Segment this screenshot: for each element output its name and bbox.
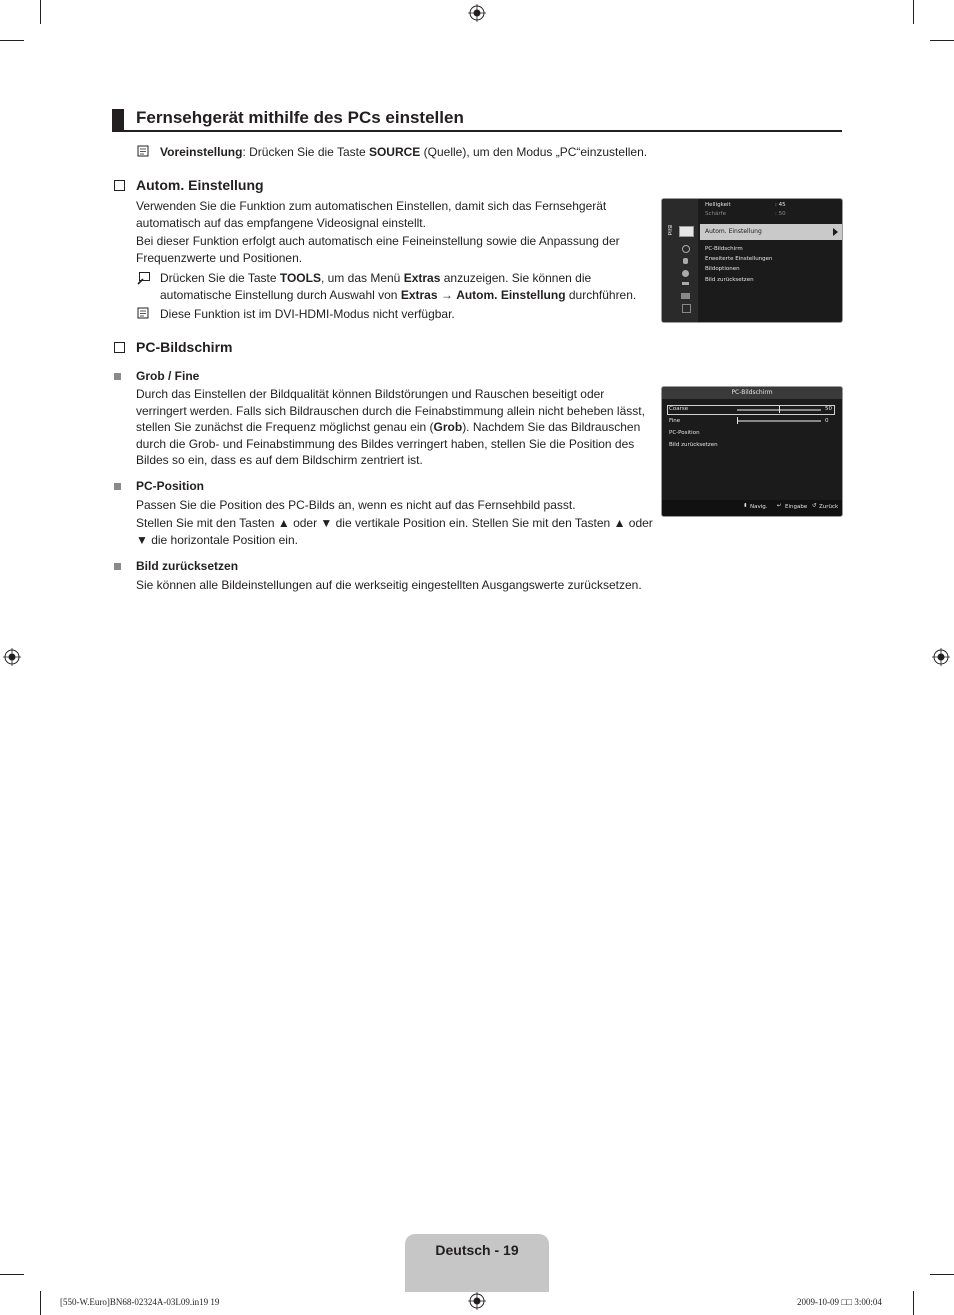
registration-mark-icon (468, 4, 486, 22)
osd-picture-menu (661, 198, 843, 323)
picture-icon (679, 226, 694, 237)
tools-icon (137, 272, 150, 285)
square-bullet-icon (114, 373, 121, 380)
osd-menu-item[interactable]: PC-Bildschirm (705, 246, 743, 252)
crop-mark (40, 0, 41, 24)
coarse-slider-handle[interactable] (779, 406, 780, 413)
osd-navig-label: Navig. (750, 504, 768, 510)
autom-paragraph-1: Verwenden Sie die Funktion zum automatischen Einstellen, damit sich das Fernsehgerät automatisch auf das empfangene Videosignal einstellt. (136, 199, 607, 230)
reset-heading: Bild zurücksetzen (136, 559, 239, 573)
fine-label: Fine (669, 418, 681, 424)
dvi-note: Diese Funktion ist im DVI-HDMI-Modus nicht verfügbar. (160, 307, 455, 321)
section-heading-pc: PC-Bildschirm (136, 339, 233, 355)
osd-menu-item[interactable]: Erweiterte Einstellungen (705, 256, 773, 262)
note-icon (137, 145, 149, 157)
registration-mark-icon (3, 648, 21, 666)
crop-mark (913, 1291, 914, 1315)
reset-paragraph: Sie können alle Bildeinstellungen auf die werkseitig eingestellten Ausgangswerte zurücksetzen. (136, 578, 642, 592)
pcpos-line-1: Passen Sie die Position des PC-Bilds an, wenn es nicht auf das Fernsehbild passt. (136, 498, 576, 512)
osd-row-value: : 45 (775, 202, 786, 208)
navigate-icon: ⬍ (743, 503, 748, 509)
page-title: Fernsehgerät mithilfe des PCs einstellen (136, 108, 464, 127)
crop-mark (40, 1291, 41, 1315)
print-slug-right: 2009-10-09 □□ 3:00:04 (797, 1297, 882, 1307)
tools-note: Drücken Sie die Taste TOOLS, um das Menü Extras anzuzeigen. Sie können die automatische Einstellung durch Auswahl von Extras → Autom. Einstellung durchführen. (160, 271, 637, 302)
square-bullet-icon (114, 563, 121, 570)
osd-title: PC-Bildschirm (731, 389, 773, 396)
page-number: Deutsch - 19 (435, 1242, 519, 1258)
osd-row-label: Helligkeit (705, 202, 731, 208)
crop-mark (0, 40, 24, 41)
enter-icon: ↵ (777, 503, 782, 509)
fine-slider-handle[interactable] (737, 417, 738, 424)
title-underline (112, 130, 842, 132)
osd-pc-screen (661, 386, 843, 517)
osd-highlight-label: Autom. Einstellung (705, 228, 762, 235)
sound-icon (682, 245, 690, 253)
crop-mark (930, 1274, 954, 1275)
square-bullet-icon (114, 483, 121, 490)
setup-gear-icon (682, 270, 689, 277)
fine-value: 0 (825, 418, 829, 424)
crop-mark (0, 1274, 24, 1275)
coarse-label: Coarse (669, 406, 689, 412)
return-icon: ↺ (812, 503, 817, 509)
osd-row-label: Schärfe (705, 211, 726, 217)
osd-menu-item[interactable]: Bildoptionen (705, 266, 740, 272)
crop-mark (913, 0, 914, 24)
registration-mark-icon (468, 1292, 486, 1310)
note-icon (137, 307, 149, 319)
crop-mark (930, 40, 954, 41)
osd-menu-item[interactable]: Bild zurücksetzen (669, 442, 718, 448)
registration-mark-icon (932, 648, 950, 666)
fine-slider-track[interactable] (737, 420, 821, 422)
application-icon (681, 293, 690, 299)
title-bar (112, 109, 124, 131)
osd-menu-item[interactable]: Bild zurücksetzen (705, 277, 754, 283)
osd-menu-item[interactable]: PC-Position (669, 430, 700, 436)
osd-enter-label: Eingabe (785, 504, 808, 510)
pcpos-line-2: Stellen Sie mit den Tasten ▲ oder ▼ die vertikale Position ein. Stellen Sie mit den Tasten ▲ oder ▼ die horizontale Position ein. (136, 516, 653, 547)
coarse-value: 50 (825, 406, 832, 412)
osd-row-value: : 50 (775, 211, 786, 217)
checkbox-bullet-icon (114, 342, 125, 353)
osd-back-label: Zurück (819, 504, 839, 510)
osd-side-label: Bild (666, 225, 672, 236)
arrow-right-icon (833, 228, 838, 236)
section-heading-autom: Autom. Einstellung (136, 177, 264, 193)
pcpos-heading: PC-Position (136, 479, 204, 493)
grob-heading: Grob / Fine (136, 369, 200, 383)
channel-icon (683, 258, 688, 264)
osd-sidebar (662, 199, 698, 322)
grob-paragraph: Durch das Einstellen der Bildqualität können Bildstörungen und Rauschen beseitigt oder verringert werden. Falls sich Bildrauschen durch die Feinabstimmung allein nicht beheben lässt, stellen Sie zunächst die Frequenz möglichst genau ein (Grob). Nachdem Sie das Bildrauschen durch die Grob- und Feinabstimmung des Bildes verringert haben, stellen Sie die Position des Bildes so ein, dass es auf dem Bildschirm zentriert ist. (136, 387, 645, 467)
support-icon (682, 304, 691, 313)
checkbox-bullet-icon (114, 180, 125, 191)
autom-paragraph-2: Bei dieser Funktion erfolgt auch automatisch eine Feineinstellung sowie die Anpassung der Frequenzwerte und Positionen. (136, 234, 620, 265)
input-icon (682, 282, 689, 285)
print-slug-left: [550-W.Euro]BN68-02324A-03L09.in19 19 (60, 1297, 220, 1307)
preset-note: Voreinstellung: Drücken Sie die Taste SOURCE (Quelle), um den Modus „PC“einzustellen. (160, 145, 648, 159)
